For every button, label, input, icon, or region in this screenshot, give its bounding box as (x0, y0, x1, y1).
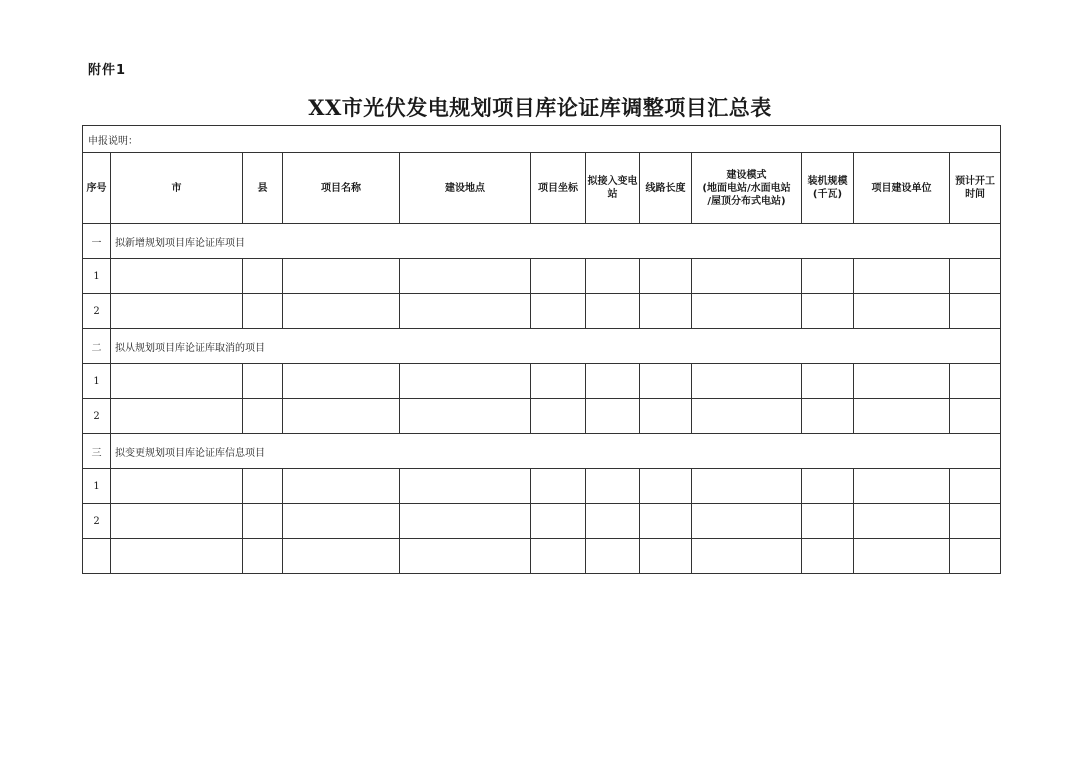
table-cell (111, 364, 243, 399)
table-cell (531, 469, 586, 504)
table-cell (854, 364, 950, 399)
table-cell (283, 539, 400, 574)
row-number: 2 (83, 504, 111, 539)
col-header-location: 建设地点 (400, 153, 531, 224)
row-number: 1 (83, 469, 111, 504)
col-header-city: 市 (111, 153, 243, 224)
table-cell (950, 539, 1001, 574)
col-header-coordinates: 项目坐标 (531, 153, 586, 224)
col-header-start-time: 预计开工 时间 (950, 153, 1001, 224)
section-title: 拟新增规划项目库论证库项目 (111, 224, 1001, 259)
section-title: 拟变更规划项目库论证库信息项目 (111, 434, 1001, 469)
table-cell (802, 259, 854, 294)
table-cell (400, 539, 531, 574)
col-header-seq: 序号 (83, 153, 111, 224)
table-cell (854, 259, 950, 294)
table-cell (640, 469, 692, 504)
table-cell (243, 399, 283, 434)
table-cell (950, 294, 1001, 329)
table-cell (111, 294, 243, 329)
table-cell (531, 259, 586, 294)
blank-row (83, 539, 1001, 574)
table-cell (243, 364, 283, 399)
table-cell (586, 504, 640, 539)
section-row (83, 224, 1001, 259)
table-cell (950, 364, 1001, 399)
table-cell (640, 399, 692, 434)
table-cell (640, 364, 692, 399)
col-header-county: 县 (243, 153, 283, 224)
table-row (83, 469, 1001, 504)
table-cell (802, 469, 854, 504)
table-cell (111, 539, 243, 574)
table-row (83, 399, 1001, 434)
table-cell (692, 399, 802, 434)
table-cell (531, 364, 586, 399)
col-header-capacity: 装机规模 (千瓦) (802, 153, 854, 224)
table-cell (692, 294, 802, 329)
header-row (83, 153, 1001, 224)
table-cell (83, 539, 111, 574)
table-cell (243, 469, 283, 504)
table-cell (692, 539, 802, 574)
table-row (83, 259, 1001, 294)
table-cell (854, 294, 950, 329)
table-cell (243, 294, 283, 329)
table-cell (802, 504, 854, 539)
table-cell (283, 469, 400, 504)
table-cell (243, 504, 283, 539)
col-header-substation: 拟接入变电站 (586, 153, 640, 224)
section-index: 三 (83, 434, 111, 469)
table-cell (283, 259, 400, 294)
table-cell (586, 259, 640, 294)
table-cell (586, 399, 640, 434)
table-cell (854, 539, 950, 574)
table-cell (111, 504, 243, 539)
table-cell (111, 399, 243, 434)
section-row (83, 434, 1001, 469)
table-cell (692, 504, 802, 539)
table-cell (400, 504, 531, 539)
table-cell (854, 399, 950, 434)
table-cell (400, 294, 531, 329)
table-cell (586, 364, 640, 399)
row-number: 1 (83, 364, 111, 399)
table-cell (400, 364, 531, 399)
table-cell (283, 364, 400, 399)
table-cell (283, 504, 400, 539)
attachment-label: 附件1 (88, 63, 127, 78)
table-cell (692, 364, 802, 399)
section-index: 二 (83, 329, 111, 364)
row-number: 1 (83, 259, 111, 294)
table-row (83, 504, 1001, 539)
row-number: 2 (83, 294, 111, 329)
table-cell (531, 539, 586, 574)
table-cell (531, 294, 586, 329)
table-cell (586, 469, 640, 504)
table-cell (531, 504, 586, 539)
table-cell (802, 294, 854, 329)
table-cell (283, 294, 400, 329)
table-cell (950, 399, 1001, 434)
table-cell (640, 504, 692, 539)
table-row (83, 364, 1001, 399)
table-cell (111, 259, 243, 294)
table-cell (802, 539, 854, 574)
table-title: XX市光伏发电规划项目库论证库调整项目汇总表 (308, 95, 772, 120)
table-cell (950, 259, 1001, 294)
summary-table (82, 125, 1001, 574)
table-cell (283, 399, 400, 434)
table-cell (802, 364, 854, 399)
table-cell (243, 259, 283, 294)
row-number: 2 (83, 399, 111, 434)
table-cell (400, 399, 531, 434)
note-row (83, 126, 1001, 153)
table-cell (950, 469, 1001, 504)
col-header-builder: 项目建设单位 (854, 153, 950, 224)
table-cell (400, 259, 531, 294)
table-cell (111, 469, 243, 504)
section-index: 一 (83, 224, 111, 259)
table-cell (854, 469, 950, 504)
section-row (83, 329, 1001, 364)
table-cell (586, 539, 640, 574)
note-label: 申报说明： (83, 126, 1001, 153)
table-cell (586, 294, 640, 329)
table-cell (400, 469, 531, 504)
table-cell (950, 504, 1001, 539)
table-cell (531, 399, 586, 434)
table-cell (692, 259, 802, 294)
table-cell (640, 294, 692, 329)
table-cell (243, 539, 283, 574)
table-cell (854, 504, 950, 539)
col-header-line-length: 线路长度 (640, 153, 692, 224)
table-cell (802, 399, 854, 434)
table-cell (692, 469, 802, 504)
col-header-construction-mode: 建设模式 (地面电站/水面电站 /屋顶分布式电站) (692, 153, 802, 224)
table-row (83, 294, 1001, 329)
section-title: 拟从规划项目库论证库取消的项目 (111, 329, 1001, 364)
table-cell (640, 259, 692, 294)
table-cell (640, 539, 692, 574)
col-header-project-name: 项目名称 (283, 153, 400, 224)
